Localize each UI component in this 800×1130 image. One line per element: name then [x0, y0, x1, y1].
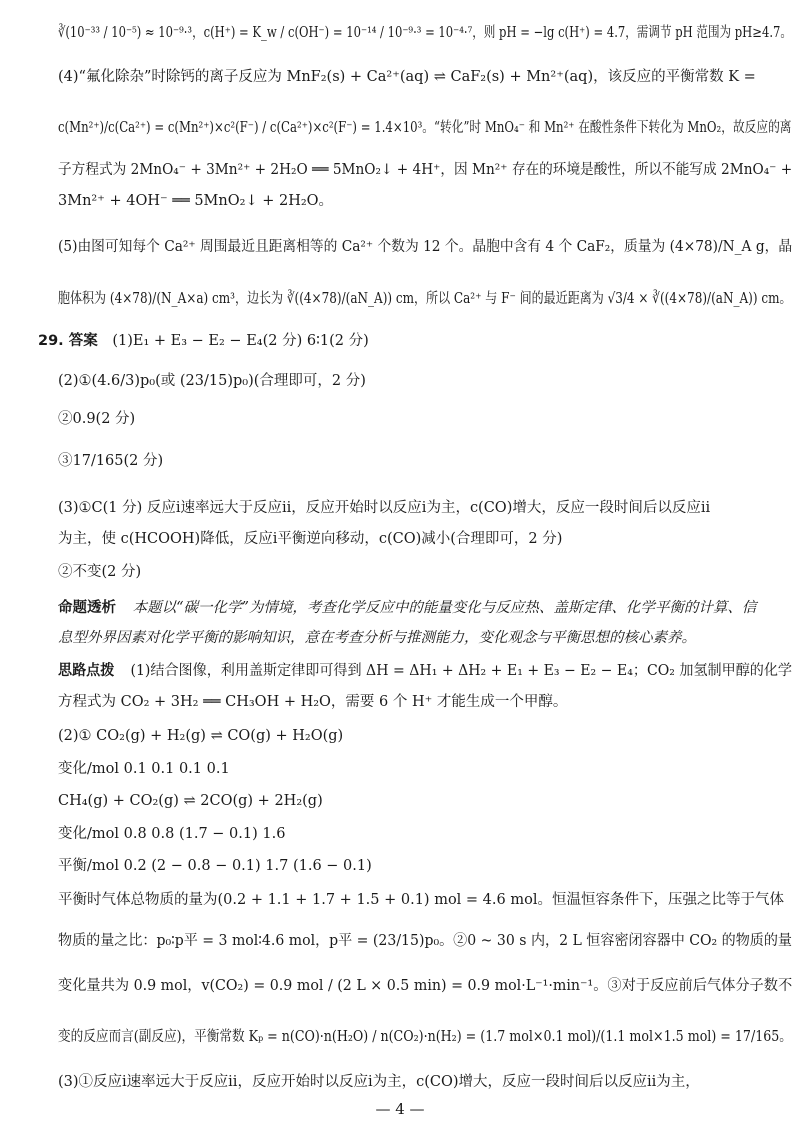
hint-line	[58, 660, 792, 682]
text-line: 方程式为 CO₂ + 3H₂ ══ CH₃OH + H₂O，需要 6 个 H⁺ 才能生成一个甲醇。	[58, 694, 568, 710]
text-line: (2)①(4.6/3)p₀(或 (23/15)p₀)(合理即可，2 分)	[58, 373, 366, 389]
text-line: 平衡时气体总物质的量为(0.2 + 1.1 + 1.7 + 1.5 + 0.1) mol = 4.6 mol。恒温恒容条件下，压强之比等于气体	[58, 892, 784, 908]
question-29-answer-line	[38, 330, 369, 352]
text-line: ②不变(2 分)	[58, 564, 142, 580]
text-line: 变化量共为 0.9 mol，v(CO₂) = 0.9 mol / (2 L × 0.5 min) = 0.9 mol·L⁻¹·min⁻¹。③对于反应前后气体分子数不	[58, 978, 793, 994]
equation-line: CH₄(g) + CO₂(g) ⇌ 2CO(g) + 2H₂(g)	[58, 793, 323, 809]
text-line: (4)“氟化除杂”时除钙的离子反应为 MnF₂(s) + Ca²⁺(aq) ⇌ CaF₂(s) + Mn²⁺(aq)，该反应的平衡常数 K =	[58, 69, 756, 85]
analysis-line	[58, 597, 756, 619]
text-line: 胞体积为 (4×78)/(N_A×a) cm³，边长为 ∛((4×78)/(aN_A)) cm，所以 Ca²⁺ 与 F⁻ 间的最近距离为 √3/4 × ∛((4×78)/(aN_A)) cm。	[58, 291, 792, 307]
text-line: 为主，使 c(HCOOH)降低，反应ⅰ平衡逆向移动，c(CO)减小(合理即可，2 分)	[58, 531, 563, 547]
text-line: (3)①反应ⅰ速率远大于反应ⅱ，反应开始时以反应ⅰ为主，c(CO)增大，反应一段时间后以反应ⅱ为主，	[58, 1074, 700, 1090]
q29-part1: (1)E₁ + E₃ − E₂ − E₄(2 分) 6∶1(2 分)	[112, 333, 369, 349]
q29-label: 29. 答案	[38, 333, 98, 349]
text-line: c(Mn²⁺)/c(Ca²⁺) = c(Mn²⁺)×c²(F⁻) / c(Ca²⁺)×c²(F⁻) = 1.4×10³。“转化”时 MnO₄⁻ 和 Mn²⁺ 在酸性条件下转化为 MnO₂，故反应的离	[58, 120, 792, 136]
text-line: 物质的量之比：p₀∶p平 = 3 mol∶4.6 mol，p平 = (23/15)p₀。②0 ~ 30 s 内，2 L 恒容密闭容器中 CO₂ 的物质的量	[58, 933, 792, 949]
text-line: 息型外界因素对化学平衡的影响知识，意在考查分析与推测能力，变化观念与平衡思想的核心素养。	[58, 630, 696, 646]
text-line: 变的反应而言(副反应)，平衡常数 Kₚ = n(CO)·n(H₂O) / n(CO₂)·n(H₂) = (1.7 mol×0.1 mol)/(1.1 mol×1.5 mol) = 17/165。	[58, 1029, 792, 1045]
equation-line: (2)① CO₂(g) + H₂(g) ⇌ CO(g) + H₂O(g)	[58, 728, 344, 744]
text-line: 3Mn²⁺ + 4OH⁻ ══ 5MnO₂↓ + 2H₂O。	[58, 193, 334, 209]
table-row: 变化/mol 0.1 0.1 0.1 0.1	[58, 761, 230, 777]
analysis-label: 命题透析	[58, 600, 116, 616]
table-row: 平衡/mol 0.2 (2 − 0.8 − 0.1) 1.7 (1.6 − 0.1)	[58, 858, 372, 874]
table-row: 变化/mol 0.8 0.8 (1.7 − 0.1) 1.6	[58, 826, 286, 842]
analysis-text: 本题以“碳一化学”为情境，考查化学反应中的能量变化与反应热、盖斯定律、化学平衡的计算、信	[132, 600, 757, 616]
hint-label: 思路点拨	[58, 663, 115, 679]
text-line: 子方程式为 2MnO₄⁻ + 3Mn²⁺ + 2H₂O ══ 5MnO₂↓ + 4H⁺，因 Mn²⁺ 存在的环境是酸性，所以不能写成 2MnO₄⁻ +	[58, 162, 793, 178]
text-line: (5)由图可知每个 Ca²⁺ 周围最近且距离相等的 Ca²⁺ 个数为 12 个。晶胞中含有 4 个 CaF₂，质量为 (4×78)/N_A g，晶	[58, 239, 793, 255]
text-line: ∛(10⁻³³ / 10⁻⁵) ≈ 10⁻⁹·³，c(H⁺) = K_w / c(OH⁻) = 10⁻¹⁴ / 10⁻⁹·³ = 10⁻⁴·⁷，则 pH = −lg c(H⁺) = 4.7，需调节 pH 范围为 pH≥4.7。	[58, 25, 792, 41]
text-line: (3)①C(1 分) 反应ⅰ速率远大于反应ⅱ，反应开始时以反应ⅰ为主，c(CO)增大，反应一段时间后以反应ⅱ	[58, 500, 711, 516]
text-line: ②0.9(2 分)	[58, 411, 136, 427]
hint-text: (1)结合图像，利用盖斯定律即可得到 ΔH = ΔH₁ + ΔH₂ + E₁ + E₃ − E₂ − E₄；CO₂ 加氢制甲醇的化学	[130, 663, 793, 679]
page-number: — 4 —	[375, 1100, 425, 1118]
text-line: ③17/165(2 分)	[58, 453, 164, 469]
